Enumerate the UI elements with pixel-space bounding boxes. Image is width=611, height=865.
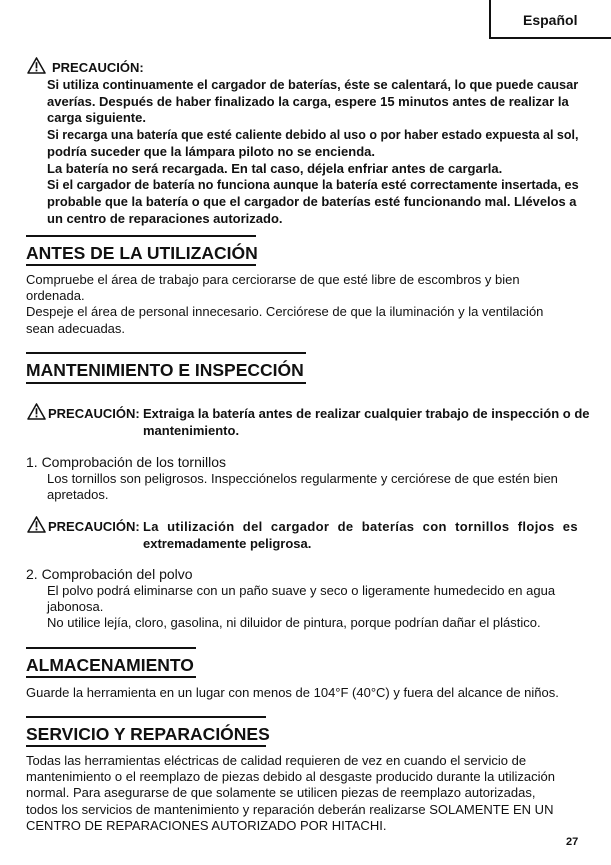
- body-line: Despeje el área de personal innecesario. Cerciórese de que la iluminación y la ventilación: [26, 304, 544, 320]
- caution2-line1: La utilización del cargador de baterías con tornillos flojos es: [143, 519, 578, 534]
- heading-rule-top: [26, 647, 196, 649]
- body-line: mantenimiento o el reemplazo de piezas debido al desgaste producido durante la utilización: [26, 769, 556, 785]
- page-number: 27: [566, 836, 579, 848]
- item1-title: 1. Comprobación de los tornillos: [26, 454, 226, 470]
- warning-icon: [27, 403, 46, 420]
- caution-line: probable que la batería o que el cargador de baterías esté funcionando mal. Llévelos a: [47, 193, 577, 209]
- caution-line: Si el cargador de batería no funciona aunque la batería esté correctamente insertada, es: [47, 178, 579, 193]
- caution-body: [47, 77, 580, 227]
- body-line: sean adecuadas.: [26, 320, 126, 336]
- warning-icon: [27, 57, 46, 74]
- servicio-body: [26, 753, 579, 834]
- heading-rule-bottom: [26, 264, 256, 266]
- body-line: jabonosa.: [47, 599, 104, 615]
- heading-rule-bottom: [26, 676, 196, 678]
- heading-rule-top: [26, 352, 306, 354]
- heading-rule-top: [26, 716, 266, 718]
- item2-body: [47, 583, 580, 632]
- body-line: todos los servicios de mantenimiento y reparación deberán realizarse SOLAMENTE EN UN: [26, 801, 554, 817]
- heading-rule-top: [26, 235, 256, 237]
- caution1-line2: mantenimiento.: [143, 423, 240, 438]
- warning-icon: [27, 516, 46, 533]
- caution2-line2: extremadamente peligrosa.: [143, 536, 312, 551]
- body-line: ordenada.: [26, 288, 85, 304]
- section-heading-servicio: SERVICIO Y REPARACIÓNES: [26, 724, 270, 744]
- body-line: Todas las herramientas eléctricas de calidad requieren de vez en cuando el servicio de: [26, 753, 527, 768]
- body-line: Los tornillos son peligrosos. Inspecciónelos regularmente y cerciórese de que estén bien: [47, 471, 558, 486]
- caution-title: PRECAUCIÓN:: [52, 60, 144, 75]
- caution-line: carga siguiente.: [47, 110, 146, 126]
- caution-line: Si utiliza continuamente el cargador de baterías, éste se calentará, lo que puede causar: [47, 77, 579, 92]
- body-line: No utilice lejía, cloro, gasolina, ni diluidor de pintura, porque podrían dañar el plástico.: [47, 615, 541, 631]
- heading-rule-bottom: [26, 745, 266, 747]
- caution-label: PRECAUCIÓN:: [48, 519, 140, 534]
- heading-rule-bottom: [26, 382, 306, 384]
- item1-body: [47, 471, 580, 503]
- caution-line: averías. Después de haber finalizado la carga, espere 15 minutos antes de realizar la: [47, 93, 569, 109]
- section-heading-almacenamiento: ALMACENAMIENTO: [26, 655, 194, 675]
- caution1-line1: Extraiga la batería antes de realizar cualquier trabajo de inspección o de: [143, 406, 590, 421]
- language-label: Español: [523, 12, 578, 28]
- language-tab: [489, 0, 611, 39]
- caution-label: PRECAUCIÓN:: [48, 406, 140, 421]
- caution-line: Si recarga una batería que esté caliente debido al uso o por haber estado expuesta al sol,: [47, 128, 579, 143]
- item2-title: 2. Comprobación del polvo: [26, 566, 193, 582]
- body-line: normal. Para asegurarse de que solamente se utilicen piezas de reemplazo autorizadas,: [26, 785, 536, 801]
- body-line: CENTRO DE REPARACIONES AUTORIZADO POR HITACHI.: [26, 817, 387, 833]
- section-heading-antes: ANTES DE LA UTILIZACIÓN: [26, 243, 258, 263]
- caution-line: un centro de reparaciones autorizado.: [47, 210, 283, 226]
- section-heading-mantenimiento: MANTENIMIENTO E INSPECCIÓN: [26, 360, 304, 380]
- caution-line: La batería no será recargada. En tal caso, déjela enfriar antes de cargarla.: [47, 160, 503, 176]
- body-line: apretados.: [47, 487, 109, 503]
- antes-body: [26, 272, 579, 337]
- caution-line: podría suceder que la lámpara piloto no se encienda.: [47, 143, 375, 159]
- almacenamiento-body: Guarde la herramienta en un lugar con menos de 104°F (40°C) y fuera del alcance de niños.: [26, 685, 559, 700]
- body-line: Compruebe el área de trabajo para cerciorarse de que esté libre de escombros y bien: [26, 272, 520, 287]
- body-line: El polvo podrá eliminarse con un paño suave y seco o ligeramente humedecido en agua: [47, 583, 556, 598]
